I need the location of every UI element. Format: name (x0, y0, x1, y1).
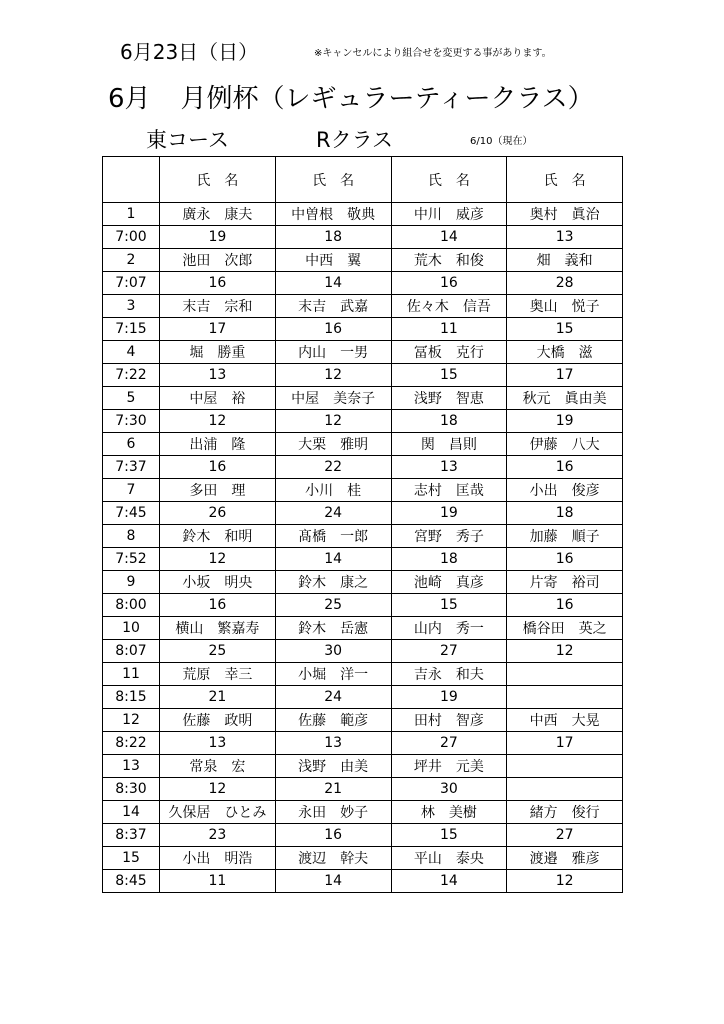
player-name: 小出 俊彦 (507, 479, 623, 502)
group-number: 4 (103, 341, 160, 364)
player-handicap: 21 (160, 686, 276, 709)
table-row-names (103, 801, 623, 824)
table-row-names (103, 433, 623, 456)
player-name: 末吉 宗和 (160, 295, 276, 318)
player-handicap: 12 (160, 548, 276, 571)
player-name: 髙橋 一郎 (275, 525, 391, 548)
player-name: 坪井 元美 (391, 755, 507, 778)
table-row-names (103, 617, 623, 640)
table-row-handicaps (103, 226, 623, 249)
player-handicap: 15 (391, 594, 507, 617)
player-handicap: 17 (507, 732, 623, 755)
group-number: 9 (103, 571, 160, 594)
player-name: 出浦 隆 (160, 433, 276, 456)
table-header-row (103, 157, 623, 203)
player-name: 廣永 康夫 (160, 203, 276, 226)
player-name: 池崎 真彦 (391, 571, 507, 594)
player-name: 林 美樹 (391, 801, 507, 824)
player-name: 荒木 和俊 (391, 249, 507, 272)
player-handicap: 16 (507, 548, 623, 571)
table-row-handicaps (103, 640, 623, 663)
group-number: 11 (103, 663, 160, 686)
player-name: 小出 明浩 (160, 847, 276, 870)
player-handicap: 17 (507, 364, 623, 387)
tee-time: 8:37 (103, 824, 160, 847)
table-row-handicaps (103, 364, 623, 387)
group-number: 15 (103, 847, 160, 870)
player-handicap: 21 (275, 778, 391, 801)
player-name: 中曽根 敬典 (275, 203, 391, 226)
table-row-names (103, 249, 623, 272)
player-name: 関 昌則 (391, 433, 507, 456)
course-label: 東コース (146, 128, 229, 152)
player-handicap: 24 (275, 686, 391, 709)
player-name: 鈴木 岳憲 (275, 617, 391, 640)
player-handicap: 24 (275, 502, 391, 525)
player-handicap: 14 (275, 272, 391, 295)
tee-time: 7:07 (103, 272, 160, 295)
tee-time: 7:22 (103, 364, 160, 387)
tee-time: 8:30 (103, 778, 160, 801)
page-title (108, 78, 594, 115)
player-name: 片寄 裕司 (507, 571, 623, 594)
player-name: 佐藤 範彦 (275, 709, 391, 732)
table-row-names (103, 525, 623, 548)
player-name: 鈴木 康之 (275, 571, 391, 594)
player-name: 田村 智彦 (391, 709, 507, 732)
player-handicap: 14 (391, 870, 507, 893)
table-row-handicaps (103, 548, 623, 571)
player-name: 中屋 美奈子 (275, 387, 391, 410)
player-name: 渡辺 幹夫 (275, 847, 391, 870)
player-name: 内山 一男 (275, 341, 391, 364)
player-name: 小坂 明央 (160, 571, 276, 594)
player-name: 渡邉 雅彦 (507, 847, 623, 870)
player-handicap: 18 (507, 502, 623, 525)
player-handicap: 12 (507, 640, 623, 663)
player-handicap: 18 (391, 548, 507, 571)
table-row-handicaps (103, 456, 623, 479)
table-row-names (103, 203, 623, 226)
player-name: 池田 次郎 (160, 249, 276, 272)
player-name: 横山 繁嘉寿 (160, 617, 276, 640)
title-month: 6月 (108, 84, 151, 114)
player-handicap: 12 (160, 778, 276, 801)
player-handicap: 16 (160, 594, 276, 617)
player-handicap: 14 (391, 226, 507, 249)
group-number: 10 (103, 617, 160, 640)
cancellation-note: ※キャンセルにより組合せを変更する事があります。 (314, 48, 552, 59)
player-handicap: 14 (275, 548, 391, 571)
group-number: 8 (103, 525, 160, 548)
player-handicap (507, 778, 623, 801)
class-label: Rクラス (316, 128, 393, 152)
player-name: 加藤 順子 (507, 525, 623, 548)
player-name: 中西 大晃 (507, 709, 623, 732)
group-number: 1 (103, 203, 160, 226)
tee-time: 7:52 (103, 548, 160, 571)
player-handicap: 26 (160, 502, 276, 525)
table-row-handicaps (103, 272, 623, 295)
player-name: 佐藤 政明 (160, 709, 276, 732)
player-handicap: 16 (391, 272, 507, 295)
event-date: 6月23日（日） (120, 40, 259, 64)
player-handicap: 19 (391, 502, 507, 525)
group-number: 2 (103, 249, 160, 272)
table-row-names (103, 847, 623, 870)
player-name: 浅野 智恵 (391, 387, 507, 410)
group-number: 13 (103, 755, 160, 778)
player-handicap (507, 686, 623, 709)
pairing-table (102, 156, 623, 893)
table-row-handicaps (103, 778, 623, 801)
player-name: 鈴木 和明 (160, 525, 276, 548)
player-name: 中屋 裕 (160, 387, 276, 410)
table-row-handicaps (103, 870, 623, 893)
player-handicap: 28 (507, 272, 623, 295)
player-handicap: 12 (275, 364, 391, 387)
player-name: 伊藤 八大 (507, 433, 623, 456)
player-handicap: 13 (160, 732, 276, 755)
table-row-handicaps (103, 410, 623, 433)
player-handicap: 12 (507, 870, 623, 893)
group-number: 7 (103, 479, 160, 502)
player-name: 浅野 由美 (275, 755, 391, 778)
player-name (507, 755, 623, 778)
player-name: 堀 勝重 (160, 341, 276, 364)
player-handicap: 19 (507, 410, 623, 433)
player-handicap: 11 (160, 870, 276, 893)
table-row-handicaps (103, 594, 623, 617)
player-name: 奥山 悦子 (507, 295, 623, 318)
player-handicap: 30 (275, 640, 391, 663)
player-handicap: 23 (160, 824, 276, 847)
player-name: 奥村 眞治 (507, 203, 623, 226)
group-number: 5 (103, 387, 160, 410)
player-handicap: 19 (391, 686, 507, 709)
table-row-names (103, 755, 623, 778)
table-row-names (103, 479, 623, 502)
group-number: 14 (103, 801, 160, 824)
player-name: 畑 義和 (507, 249, 623, 272)
player-name: 小堀 洋一 (275, 663, 391, 686)
header-cell (103, 157, 160, 203)
table-row-handicaps (103, 732, 623, 755)
table-row-names (103, 663, 623, 686)
title-event: 月例杯（レギュラーティークラス） (180, 84, 594, 114)
player-name: 冨板 克行 (391, 341, 507, 364)
player-name: 志村 匡哉 (391, 479, 507, 502)
player-handicap: 15 (391, 824, 507, 847)
player-name: 末吉 武嘉 (275, 295, 391, 318)
player-name: 多田 理 (160, 479, 276, 502)
player-handicap: 12 (275, 410, 391, 433)
player-name: 常泉 宏 (160, 755, 276, 778)
player-name: 中川 威彦 (391, 203, 507, 226)
player-name: 平山 泰央 (391, 847, 507, 870)
table-row-names (103, 571, 623, 594)
table-row-names (103, 709, 623, 732)
player-name: 永田 妙子 (275, 801, 391, 824)
header-cell: 氏 名 (160, 157, 276, 203)
player-name: 佐々木 信吾 (391, 295, 507, 318)
tee-time: 8:45 (103, 870, 160, 893)
header-cell: 氏 名 (391, 157, 507, 203)
player-handicap: 27 (391, 732, 507, 755)
tee-time: 8:22 (103, 732, 160, 755)
tee-time: 7:37 (103, 456, 160, 479)
player-name: 中西 翼 (275, 249, 391, 272)
tee-time: 7:00 (103, 226, 160, 249)
table-row-handicaps (103, 502, 623, 525)
player-handicap: 19 (160, 226, 276, 249)
table-row-handicaps (103, 318, 623, 341)
tee-time: 7:45 (103, 502, 160, 525)
group-number: 6 (103, 433, 160, 456)
player-name: 宮野 秀子 (391, 525, 507, 548)
group-number: 3 (103, 295, 160, 318)
tee-time: 8:15 (103, 686, 160, 709)
player-handicap: 17 (160, 318, 276, 341)
tee-time: 8:07 (103, 640, 160, 663)
table-row-handicaps (103, 824, 623, 847)
player-name: 荒原 幸三 (160, 663, 276, 686)
player-name: 山内 秀一 (391, 617, 507, 640)
player-handicap: 27 (391, 640, 507, 663)
table-row-names (103, 341, 623, 364)
player-handicap: 16 (160, 272, 276, 295)
player-name: 緒方 俊行 (507, 801, 623, 824)
table-row-names (103, 387, 623, 410)
player-name: 小川 桂 (275, 479, 391, 502)
tee-time: 8:00 (103, 594, 160, 617)
tee-time: 7:30 (103, 410, 160, 433)
player-handicap: 13 (160, 364, 276, 387)
player-handicap: 27 (507, 824, 623, 847)
player-handicap: 13 (391, 456, 507, 479)
player-name: 橋谷田 英之 (507, 617, 623, 640)
player-handicap: 22 (275, 456, 391, 479)
player-handicap: 15 (507, 318, 623, 341)
player-handicap: 12 (160, 410, 276, 433)
player-handicap: 25 (160, 640, 276, 663)
player-handicap: 11 (391, 318, 507, 341)
table-row-names (103, 295, 623, 318)
player-handicap: 18 (391, 410, 507, 433)
player-handicap: 14 (275, 870, 391, 893)
player-name: 久保居 ひとみ (160, 801, 276, 824)
group-number: 12 (103, 709, 160, 732)
player-handicap: 25 (275, 594, 391, 617)
player-handicap: 16 (275, 318, 391, 341)
player-name: 大栗 雅明 (275, 433, 391, 456)
player-handicap: 15 (391, 364, 507, 387)
player-handicap: 13 (275, 732, 391, 755)
player-name: 秋元 眞由美 (507, 387, 623, 410)
player-handicap: 16 (507, 456, 623, 479)
player-handicap: 16 (507, 594, 623, 617)
player-name: 吉永 和夫 (391, 663, 507, 686)
player-name (507, 663, 623, 686)
player-handicap: 16 (160, 456, 276, 479)
tee-time: 7:15 (103, 318, 160, 341)
player-handicap: 13 (507, 226, 623, 249)
as-of-date: 6/10（現在） (470, 136, 533, 147)
header-cell: 氏 名 (275, 157, 391, 203)
player-handicap: 30 (391, 778, 507, 801)
header-cell: 氏 名 (507, 157, 623, 203)
player-name: 大橋 滋 (507, 341, 623, 364)
player-handicap: 16 (275, 824, 391, 847)
table-row-handicaps (103, 686, 623, 709)
player-handicap: 18 (275, 226, 391, 249)
